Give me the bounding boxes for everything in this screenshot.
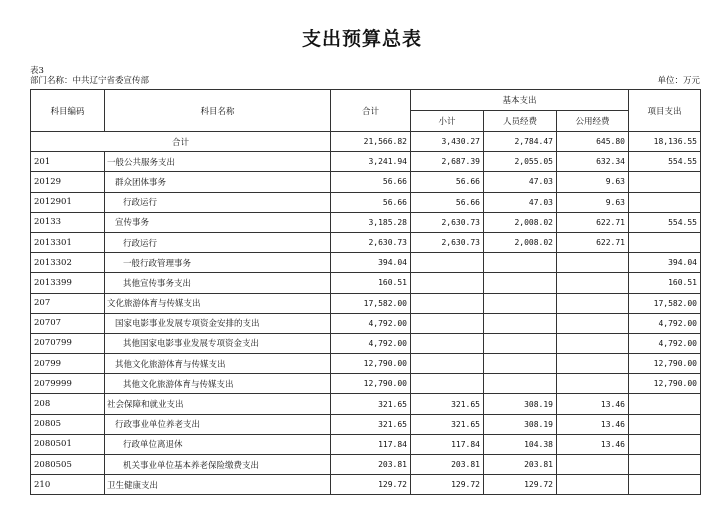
cell-public: 9.63 xyxy=(557,172,629,192)
cell-project xyxy=(629,232,701,252)
cell-project xyxy=(629,455,701,475)
cell-project: 394.04 xyxy=(629,253,701,273)
cell-public xyxy=(557,313,629,333)
cell-public xyxy=(557,354,629,374)
cell-subtotal xyxy=(411,333,484,353)
cell-name: 其他文化旅游体育与传媒支出 xyxy=(105,374,331,394)
cell-total: 321.65 xyxy=(331,414,411,434)
cell-code: 2012901 xyxy=(31,192,105,212)
cell-subtotal: 203.81 xyxy=(411,455,484,475)
header-subtotal: 小计 xyxy=(411,111,484,132)
cell-public xyxy=(557,273,629,293)
total-cell-total: 21,566.82 xyxy=(331,132,411,152)
header-total: 合计 xyxy=(331,90,411,132)
cell-project: 160.51 xyxy=(629,273,701,293)
cell-subtotal xyxy=(411,253,484,273)
cell-personnel: 2,008.02 xyxy=(484,232,557,252)
cell-code: 20805 xyxy=(31,414,105,434)
header-personnel: 人员经费 xyxy=(484,111,557,132)
table-row xyxy=(31,475,701,495)
cell-name: 国家电影事业发展专项资金安排的支出 xyxy=(105,313,331,333)
table-row xyxy=(31,253,701,273)
cell-name: 其他宣传事务支出 xyxy=(105,273,331,293)
cell-personnel xyxy=(484,333,557,353)
cell-personnel xyxy=(484,313,557,333)
cell-project: 554.55 xyxy=(629,152,701,172)
cell-public xyxy=(557,333,629,353)
cell-code: 20133 xyxy=(31,212,105,232)
cell-name: 群众团体事务 xyxy=(105,172,331,192)
cell-public xyxy=(557,374,629,394)
cell-total: 2,630.73 xyxy=(331,232,411,252)
department-name: 部门名称：中共辽宁省委宣传部 xyxy=(30,76,150,86)
table-row xyxy=(31,293,701,313)
cell-subtotal: 2,630.73 xyxy=(411,232,484,252)
cell-code: 2079999 xyxy=(31,374,105,394)
total-cell-project: 18,136.55 xyxy=(629,132,701,152)
cell-project: 12,790.00 xyxy=(629,374,701,394)
cell-personnel: 308.19 xyxy=(484,414,557,434)
cell-project xyxy=(629,414,701,434)
cell-personnel xyxy=(484,253,557,273)
cell-subtotal: 56.66 xyxy=(411,172,484,192)
cell-subtotal: 117.84 xyxy=(411,434,484,454)
table-row xyxy=(31,152,701,172)
cell-subtotal xyxy=(411,354,484,374)
cell-total: 4,792.00 xyxy=(331,313,411,333)
cell-name: 社会保障和就业支出 xyxy=(105,394,331,414)
cell-public xyxy=(557,293,629,313)
cell-total: 3,185.28 xyxy=(331,212,411,232)
expenditure-budget-table xyxy=(30,89,701,495)
cell-name: 机关事业单位基本养老保险缴费支出 xyxy=(105,455,331,475)
cell-name: 行政单位离退休 xyxy=(105,434,331,454)
total-cell-subtotal: 3,430.27 xyxy=(411,132,484,152)
cell-total: 12,790.00 xyxy=(331,354,411,374)
cell-subtotal: 2,630.73 xyxy=(411,212,484,232)
cell-project xyxy=(629,434,701,454)
cell-public: 622.71 xyxy=(557,232,629,252)
cell-personnel: 104.38 xyxy=(484,434,557,454)
header-project: 项目支出 xyxy=(629,90,701,132)
cell-project xyxy=(629,172,701,192)
table-row xyxy=(31,273,701,293)
cell-project: 17,582.00 xyxy=(629,293,701,313)
cell-personnel: 2,055.05 xyxy=(484,152,557,172)
cell-personnel xyxy=(484,354,557,374)
cell-code: 20799 xyxy=(31,354,105,374)
cell-subtotal: 321.65 xyxy=(411,414,484,434)
cell-personnel: 47.03 xyxy=(484,172,557,192)
unit-label: 单位：万元 xyxy=(657,76,700,86)
cell-total: 160.51 xyxy=(331,273,411,293)
cell-public: 13.46 xyxy=(557,394,629,414)
table-row xyxy=(31,192,701,212)
cell-total: 321.65 xyxy=(331,394,411,414)
cell-personnel: 129.72 xyxy=(484,475,557,495)
table-row xyxy=(31,212,701,232)
cell-public xyxy=(557,475,629,495)
cell-code: 2070799 xyxy=(31,333,105,353)
header-code: 科目编码 xyxy=(31,90,105,132)
cell-code: 2013399 xyxy=(31,273,105,293)
cell-total: 203.81 xyxy=(331,455,411,475)
cell-personnel xyxy=(484,293,557,313)
table-row xyxy=(31,232,701,252)
cell-total: 129.72 xyxy=(331,475,411,495)
cell-personnel xyxy=(484,374,557,394)
cell-public: 622.71 xyxy=(557,212,629,232)
cell-total: 56.66 xyxy=(331,172,411,192)
cell-total: 394.04 xyxy=(331,253,411,273)
cell-public xyxy=(557,253,629,273)
page-title: 支出预算总表 xyxy=(301,28,422,50)
cell-total: 3,241.94 xyxy=(331,152,411,172)
total-cell-personnel: 2,784.47 xyxy=(484,132,557,152)
cell-total: 4,792.00 xyxy=(331,333,411,353)
cell-public: 632.34 xyxy=(557,152,629,172)
cell-subtotal: 321.65 xyxy=(411,394,484,414)
cell-name: 一般行政管理事务 xyxy=(105,253,331,273)
header-public: 公用经费 xyxy=(557,111,629,132)
table-row xyxy=(31,333,701,353)
cell-code: 201 xyxy=(31,152,105,172)
cell-name: 宣传事务 xyxy=(105,212,331,232)
cell-project: 4,792.00 xyxy=(629,313,701,333)
cell-project xyxy=(629,475,701,495)
table-row xyxy=(31,313,701,333)
cell-public xyxy=(557,455,629,475)
cell-name: 卫生健康支出 xyxy=(105,475,331,495)
cell-name: 行政运行 xyxy=(105,192,331,212)
cell-personnel: 308.19 xyxy=(484,394,557,414)
cell-code: 207 xyxy=(31,293,105,313)
cell-code: 2080501 xyxy=(31,434,105,454)
cell-code: 2013301 xyxy=(31,232,105,252)
cell-project xyxy=(629,394,701,414)
cell-code: 210 xyxy=(31,475,105,495)
cell-public: 13.46 xyxy=(557,434,629,454)
cell-total: 117.84 xyxy=(331,434,411,454)
table-row xyxy=(31,374,701,394)
cell-subtotal xyxy=(411,273,484,293)
cell-personnel: 2,008.02 xyxy=(484,212,557,232)
cell-name: 行政运行 xyxy=(105,232,331,252)
cell-subtotal: 56.66 xyxy=(411,192,484,212)
header-basic: 基本支出 xyxy=(411,90,629,111)
cell-subtotal xyxy=(411,374,484,394)
cell-code: 2080505 xyxy=(31,455,105,475)
total-row xyxy=(31,132,701,152)
cell-name: 其他文化旅游体育与传媒支出 xyxy=(105,354,331,374)
cell-personnel xyxy=(484,273,557,293)
table-row xyxy=(31,434,701,454)
cell-personnel: 203.81 xyxy=(484,455,557,475)
cell-code: 20129 xyxy=(31,172,105,192)
table-row xyxy=(31,394,701,414)
cell-subtotal: 129.72 xyxy=(411,475,484,495)
cell-total: 56.66 xyxy=(331,192,411,212)
cell-code: 2013302 xyxy=(31,253,105,273)
cell-name: 行政事业单位养老支出 xyxy=(105,414,331,434)
cell-public: 9.63 xyxy=(557,192,629,212)
total-cell-public: 645.80 xyxy=(557,132,629,152)
cell-name: 一般公共服务支出 xyxy=(105,152,331,172)
cell-project xyxy=(629,192,701,212)
cell-code: 20707 xyxy=(31,313,105,333)
table-row xyxy=(31,455,701,475)
cell-subtotal xyxy=(411,313,484,333)
cell-total: 17,582.00 xyxy=(331,293,411,313)
cell-total: 12,790.00 xyxy=(331,374,411,394)
cell-project: 12,790.00 xyxy=(629,354,701,374)
table-row xyxy=(31,172,701,192)
cell-name: 其他国家电影事业发展专项资金支出 xyxy=(105,333,331,353)
header-name: 科目名称 xyxy=(105,90,331,132)
cell-subtotal xyxy=(411,293,484,313)
table-row xyxy=(31,414,701,434)
table-number: 表3 xyxy=(30,66,44,76)
total-label: 合计 xyxy=(31,132,331,152)
cell-project: 4,792.00 xyxy=(629,333,701,353)
cell-code: 208 xyxy=(31,394,105,414)
cell-name: 文化旅游体育与传媒支出 xyxy=(105,293,331,313)
cell-subtotal: 2,687.39 xyxy=(411,152,484,172)
table-row xyxy=(31,354,701,374)
cell-public: 13.46 xyxy=(557,414,629,434)
cell-project: 554.55 xyxy=(629,212,701,232)
cell-personnel: 47.03 xyxy=(484,192,557,212)
